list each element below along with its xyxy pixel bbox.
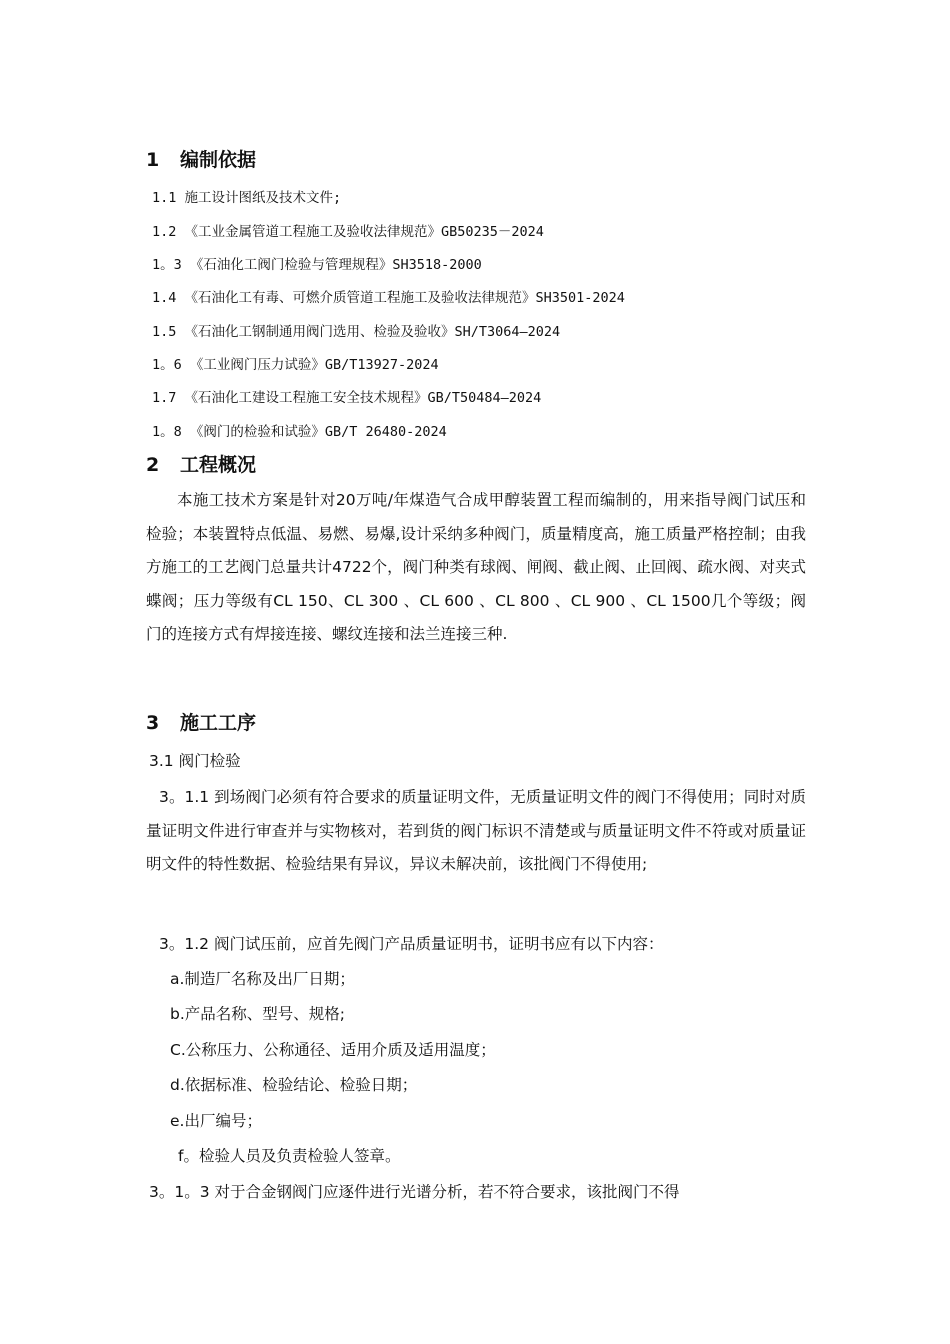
section-1-heading bbox=[146, 148, 256, 172]
section-3-title: 施工工序 bbox=[180, 712, 257, 734]
reference-item: 1。8 《阀门的检验和试验》GB/T 26480-2024 bbox=[152, 424, 447, 440]
reference-item: 1.4 《石油化工有毒、可燃介质管道工程施工及验收法律规范》SH3501-2024 bbox=[152, 290, 625, 306]
checklist-item: a.制造厂名称及出厂日期； bbox=[170, 970, 355, 988]
subsection-3-1-title: 3.1 阀门检验 bbox=[149, 752, 241, 770]
paragraph-3-1-1: 3。1.1 到场阀门必须有符合要求的质量证明文件，无质量证明文件的阀门不得使用；同时对质量证明文件进行审查并与实物核对，若到货的阀门标识不清楚或与质量证明文件不符或对质量证明文件的特性数据、检验结果有异议，异议未解决前，该批阀门不得使用; bbox=[146, 788, 806, 873]
section-2-heading bbox=[146, 453, 256, 477]
checklist-item: d.依据标准、检验结论、检验日期； bbox=[170, 1076, 418, 1094]
checklist-item: f。检验人员及负责检验人签章。 bbox=[178, 1147, 401, 1165]
project-overview-paragraph: 本施工技术方案是针对20万吨/年煤造气合成甲醇装置工程而编制的，用来指导阀门试压和检验；本装置特点低温、易燃、易爆,设计采纳多种阀门，质量精度高，施工质量严格控制；由我方施工的工艺阀门总量共计4722个，阀门种类有球阀、闸阀、截止阀、止回阀、疏水阀、对夹式蝶阀；压力等级有CL 150、CL 300 、CL 600 、CL 800 、CL 900 、CL 1500几个等级；阀门的连接方式有焊接连接、螺纹连接和法兰连接三种. bbox=[146, 491, 806, 643]
reference-item: 1。3 《石油化工阀门检验与管理规程》SH3518-2000 bbox=[152, 257, 482, 273]
checklist-item: b.产品名称、型号、规格; bbox=[170, 1005, 345, 1023]
checklist-item: C.公称压力、公称通径、适用介质及适用温度； bbox=[170, 1041, 496, 1059]
checklist-item: e.出厂编号； bbox=[170, 1112, 262, 1130]
section-1-number: 1 bbox=[146, 149, 160, 171]
section-1-title: 编制依据 bbox=[180, 149, 257, 171]
section-3-number: 3 bbox=[146, 712, 160, 734]
paragraph-3-1-2: 3。1.2 阀门试压前，应首先阀门产品质量证明书，证明书应有以下内容： bbox=[159, 935, 664, 953]
reference-item: 1.7 《石油化工建设工程施工安全技术规程》GB/T50484—2024 bbox=[152, 390, 542, 406]
section-3-heading bbox=[146, 711, 256, 735]
paragraph-3-1-3: 3。1。3 对于合金钢阀门应逐件进行光谱分析，若不符合要求，该批阀门不得 bbox=[149, 1183, 680, 1201]
section-2-title: 工程概况 bbox=[180, 454, 257, 476]
reference-item: 1.2 《工业金属管道工程施工及验收法律规范》GB50235－2024 bbox=[152, 224, 544, 240]
reference-item: 1。6 《工业阀门压力试验》GB/T13927-2024 bbox=[152, 357, 439, 373]
reference-item: 1.1 施工设计图纸及技术文件; bbox=[152, 190, 342, 206]
section-2-number: 2 bbox=[146, 454, 160, 476]
reference-item: 1.5 《石油化工钢制通用阀门选用、检验及验收》SH/T3064—2024 bbox=[152, 324, 561, 340]
